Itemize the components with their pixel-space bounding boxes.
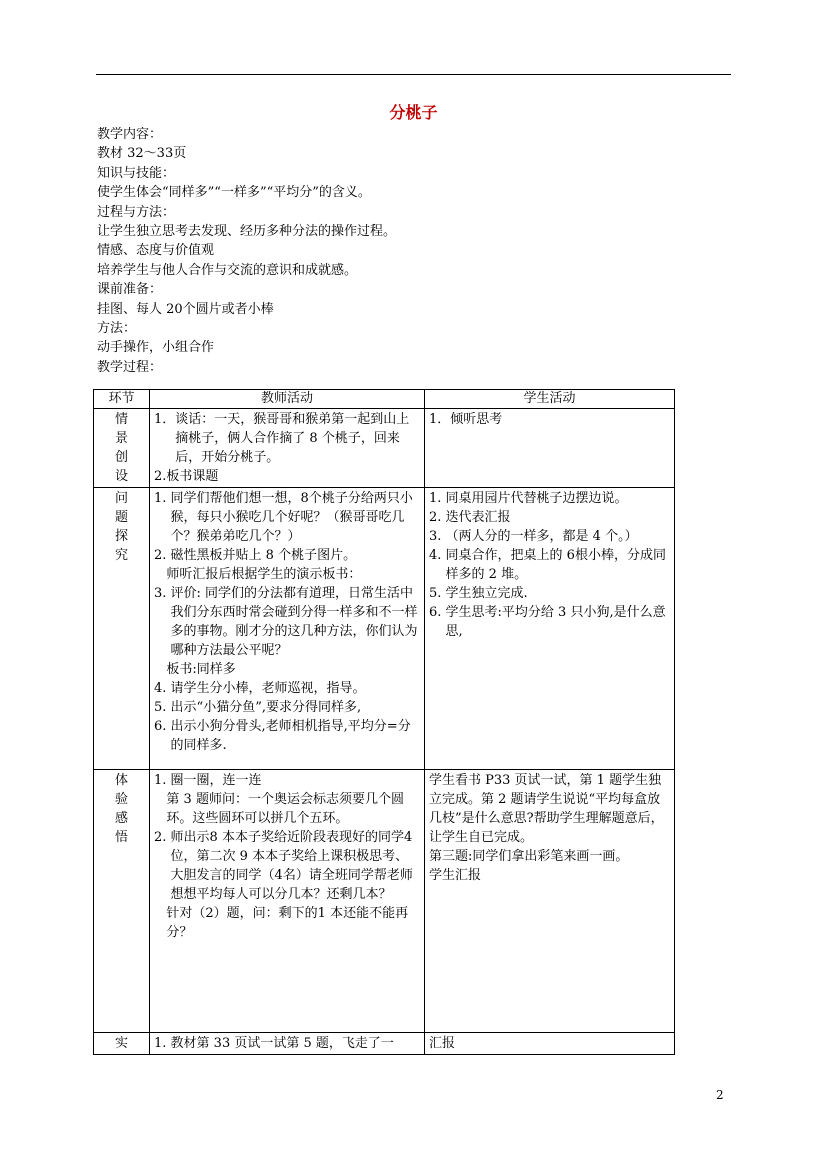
stage-char: 探 [114,529,128,544]
header-stage: 环节 [94,390,150,409]
item-number: 6. [429,605,446,620]
intro-line: 知识与技能： [97,165,176,181]
header-student-activity: 学生活动 [425,390,675,409]
intro-line: 教学内容： [97,127,163,142]
item-number: 4. [429,548,446,563]
student-activity-item [429,527,670,546]
item-number: 1． [154,412,176,427]
item-text: 学生独立完成. [445,586,528,601]
header-teacher-activity: 教师活动 [150,390,425,409]
intro-line: 培养学生与他人合作与交流的意识和成就感。 [97,262,358,278]
student-activity-item [429,410,670,429]
teacher-activity-cell [150,488,425,770]
teacher-activity-item [154,790,420,828]
item-text: 针对（2）题，问：剩下的1 本还能不能再分？ [166,906,409,940]
item-text: 迭代表汇报 [445,510,511,525]
item-text: 同桌合作，把桌上的 6根小棒，分成同样多的 2 堆。 [445,548,666,582]
header-rule [96,74,731,75]
table-row [94,409,675,488]
item-number: 1. [154,491,171,506]
item-number [154,790,166,828]
item-text: 圈一圈，连一连 [170,773,262,788]
item-number [154,904,166,942]
item-text: 学生看书 P33 页试一试，第 1 题学生独立完成。第 2 题请学生说说“平均每盒放几枝”是什么意思?帮助学生理解题意后，让学生自已完成。 [429,773,664,845]
teacher-activity-item [154,410,420,467]
student-activity-cell [425,770,675,1033]
item-text: 同学们帮他们想一想，8个桃子分给两只小猴，每只小猴吃几个好呢？（猴哥哥吃几个？猴弟弟吃几个？） [170,491,413,544]
intro-line: 使学生体会“同样多”“一样多”“平均分”的含义。 [97,185,371,201]
stage-char: 问 [114,491,128,506]
item-text: 板书课题 [166,469,219,484]
teacher-activity-item [154,771,420,790]
stage-char: 实 [114,1036,128,1051]
student-activity-item [429,584,670,603]
intro-line: 教学过程： [97,359,163,375]
item-number: 2. [154,548,171,563]
student-activity-item [429,847,670,866]
teacher-activity-item [154,489,420,546]
teacher-activity-item [154,904,420,942]
stage-cell [94,488,150,770]
intro-line: 课前准备： [97,282,163,298]
stage-char: 究 [114,548,128,563]
teacher-activity-item [154,660,420,679]
stage-char: 创 [114,450,128,465]
item-number: 1. [429,491,446,506]
teacher-activity-item [154,828,420,904]
stage-char: 题 [114,510,128,525]
item-number: 1. [154,773,171,788]
page-number: 2 [716,1088,724,1102]
stage-char: 情 [114,412,128,427]
teacher-activity-item [154,717,420,755]
intro-line: 情感、态度与价值观 [97,243,215,259]
item-number: 5. [154,700,171,715]
stage-cell [94,409,150,488]
student-activity-cell [425,1033,675,1055]
intro-line: 挂图、每人 20个圆片或者小棒 [97,301,274,317]
item-text: 出示小狗分骨头,老师相机指导,平均分=分的同样多. [170,719,411,753]
teacher-activity-item [154,467,420,486]
stage-char: 感 [114,811,128,826]
item-text: 教材第 33 页试一试第 5 题，飞走了一 [170,1036,394,1051]
item-text: 学生汇报 [429,868,482,883]
student-activity-item [429,508,670,527]
item-number: 6. [154,719,171,734]
teacher-activity-item [154,584,420,660]
item-text: 同桌用园片代替桃子边摆边说。 [445,491,628,506]
stage-char: 悟 [114,830,128,845]
student-activity-item [429,771,670,847]
intro-line: 过程与方法： [97,204,176,220]
teacher-activity-cell [150,409,425,488]
item-text: 师出示8 本本子奖给近阶段表现好的同学4位，第二次 9 本本子奖给上课积极思考、大胆发言的同学（4名）请全班同学帮老师想想平均每人可以分几本？还剩几本？ [170,830,413,902]
stage-char: 景 [114,431,128,446]
stage-cell [94,770,150,1033]
intro-line: 方法： [97,321,137,337]
item-number: 4. [154,681,171,696]
item-text: 谈话：一天，猴哥哥和猴弟第一起到山上摘桃子，俩人合作摘了 8 个桃子，回来后，开始分桃子。 [175,412,410,465]
item-text: 板书:同样多 [166,662,236,677]
stage-char: 验 [114,792,128,807]
student-activity-cell [425,488,675,770]
student-activity-item [429,1034,670,1053]
item-text: 第 3 题师问：一个奥运会标志须要几个圆环。这些圆环可以拼几个五环。 [166,792,404,826]
table-header-row [94,390,675,409]
item-text: （两人分的一样多，都是 4 个。） [445,529,638,544]
item-text: 请学生分小棒，老师巡视，指导。 [170,681,366,696]
item-number: 1． [429,412,451,427]
teacher-activity-item [154,679,420,698]
lesson-table [93,389,675,1055]
table-row [94,1033,675,1055]
student-activity-cell [425,409,675,488]
teacher-activity-item [154,1034,420,1053]
item-number [154,660,166,679]
student-activity-item [429,489,670,508]
item-number: 2. [429,510,446,525]
teacher-activity-cell [150,770,425,1033]
intro-line: 让学生独立思考去发现、经历多种分法的操作过程。 [97,224,397,240]
table-row [94,488,675,770]
item-text: 磁性黑板并贴上 8 个桃子图片。 [170,548,357,563]
item-text: 第三题:同学们拿出彩笔来画一画。 [429,849,629,864]
item-text: 出示“小猫分鱼”,要求分得同样多, [170,700,362,715]
item-text: 倾听思考 [450,412,503,427]
item-number: 5. [429,586,446,601]
teacher-activity-item [154,565,420,584]
table-row [94,770,675,1033]
intro-line: 教材 32～33页 [97,146,187,162]
item-number: 3. [429,529,446,544]
lesson-intro [97,125,727,377]
item-text: 汇报 [429,1036,456,1051]
item-number [154,565,166,584]
teacher-activity-item [154,546,420,565]
item-number: 1. [154,1036,171,1051]
student-activity-item [429,546,670,584]
stage-cell [94,1033,150,1055]
item-number: 2. [154,830,171,845]
item-text: 评价: 同学们的分法都有道理，日常生活中我们分东西时常会碰到分得一样多和不一样多的事物。刚才分的这几种方法，你们认为哪种方法最公平呢？ [170,586,418,658]
teacher-activity-cell [150,1033,425,1055]
item-text: 师听汇报后根据学生的演示板书： [166,567,362,582]
item-number: 2. [154,469,167,484]
stage-char: 体 [114,773,128,788]
item-number: 3. [154,586,171,601]
student-activity-item [429,866,670,885]
student-activity-item [429,603,670,641]
stage-char: 设 [114,469,128,484]
teacher-activity-item [154,698,420,717]
page-title: 分桃子 [389,103,438,122]
intro-line: 动手操作，小组合作 [97,340,215,356]
item-text: 学生思考:平均分给 3 只小狗,是什么意思, [445,605,666,639]
